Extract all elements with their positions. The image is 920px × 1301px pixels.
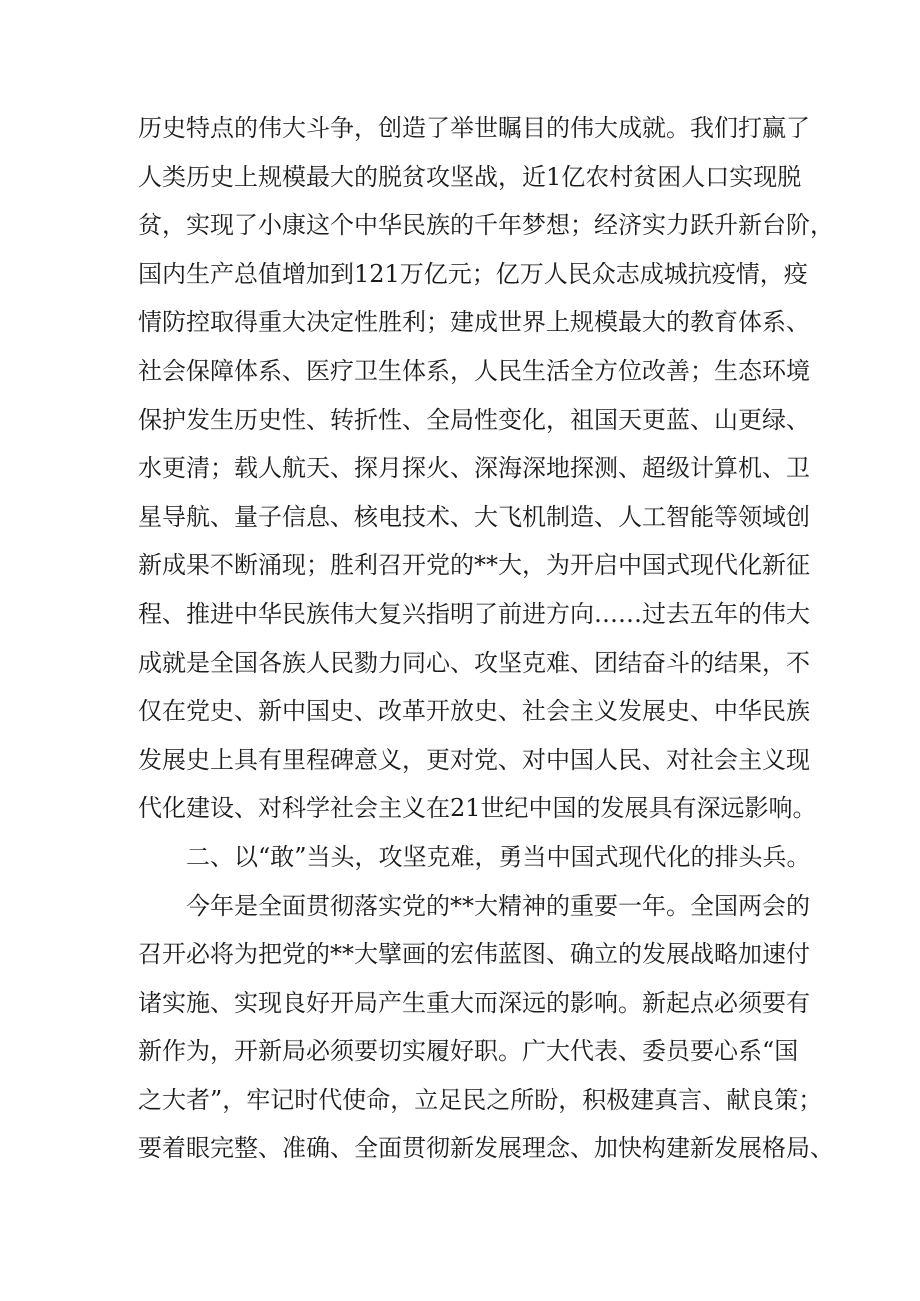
text-line: 新成果不断涌现；胜利召开党的**大，为开启中国式现代化新征: [138, 551, 810, 580]
text-line: 情防控取得重大决定性胜利；建成世界上规模最大的教育体系、: [138, 308, 810, 337]
text-line: 人类历史上规模最大的脱贫攻坚战，近1亿农村贫困人口实现脱: [138, 162, 802, 191]
text-line: 水更清；载人航天、探月探火、深海深地探测、超级计算机、卫: [138, 454, 810, 483]
text-line: 仅在党史、新中国史、改革开放史、社会主义发展史、中华民族: [138, 697, 810, 726]
text-line: 历史特点的伟大斗争，创造了举世瞩目的伟大成就。我们打赢了: [138, 114, 810, 142]
text-line: 发展史上具有里程碑意义，更对党、对中国人民、对社会主义现: [138, 745, 810, 774]
text-line: 星导航、量子信息、核电技术、大飞机制造、人工智能等领域创: [138, 502, 810, 531]
text-line: 程、推进中华民族伟大复兴指明了前进方向……过去五年的伟大: [138, 599, 810, 628]
text-line: 今年是全面贯彻落实党的**大精神的重要一年。全国两会的: [186, 891, 810, 920]
text-line: 之大者”，牢记时代使命，立足民之所盼，积极建真言、献良策；: [138, 1085, 823, 1114]
text-line: 成就是全国各族人民勠力同心、攻坚克难、团结奋斗的结果，不: [138, 648, 810, 677]
text-line: 代化建设、对科学社会主义在21世纪中国的发展具有深远影响。: [138, 794, 817, 823]
text-line: 保护发生历史性、转折性、全局性变化，祖国天更蓝、山更绿、: [138, 405, 810, 434]
text-line: 社会保障体系、医疗卫生体系，人民生活全方位改善；生态环境: [138, 356, 810, 385]
body-text: [138, 104, 834, 1173]
text-line: 贫，实现了小康这个中华民族的千年梦想；经济实力跃升新台阶，: [138, 211, 834, 240]
text-line: 新作为，开新局必须要切实履好职。广大代表、委员要心系“国: [138, 1037, 799, 1066]
text-line: 要着眼完整、准确、全面贯彻新发展理念、加快构建新发展格局、: [138, 1134, 834, 1163]
text-line: 召开必将为把党的**大擘画的宏伟蓝图、确立的发展战略加速付: [138, 940, 810, 969]
text-line: 诸实施、实现良好开局产生重大而深远的影响。新起点必须要有: [138, 988, 810, 1017]
text-line: 国内生产总值增加到121万亿元；亿万人民众志成城抗疫情，疫: [138, 259, 808, 288]
section-heading: 二、以“敢”当头，攻坚克难，勇当中国式现代化的排头兵。: [186, 842, 811, 871]
